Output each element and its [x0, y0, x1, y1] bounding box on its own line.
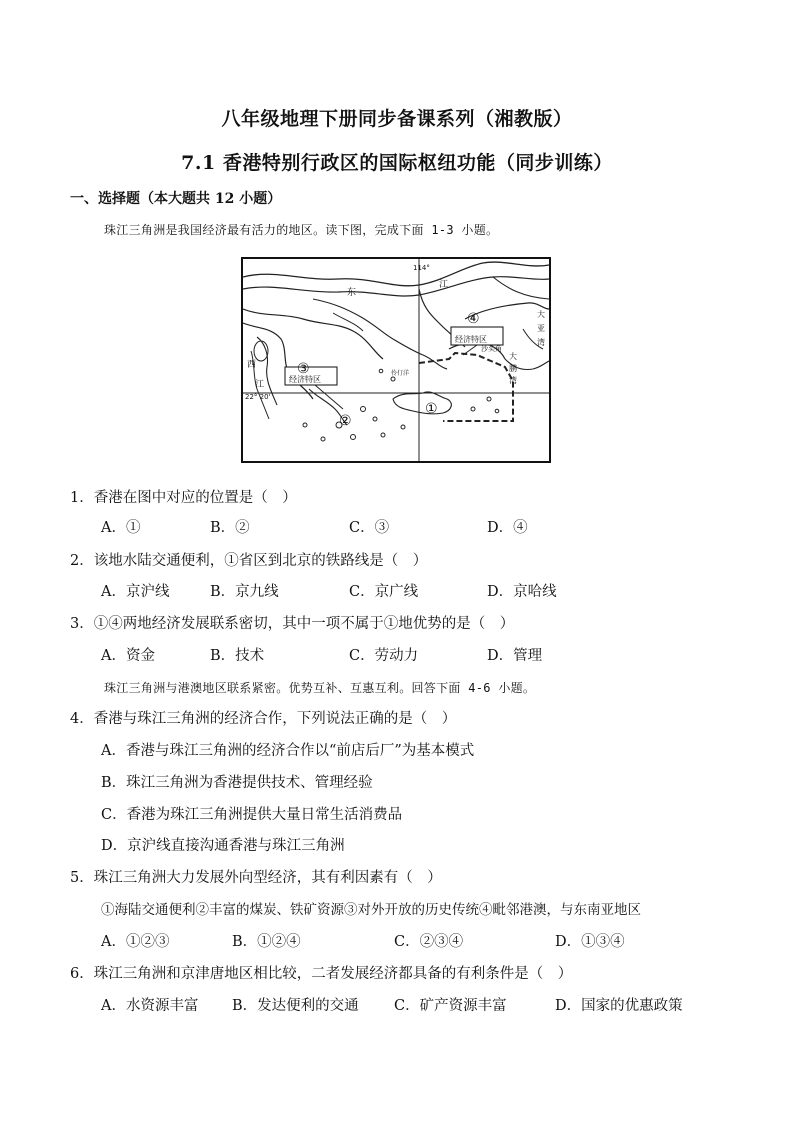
q2-option-c: C．京广线 [349, 584, 419, 600]
intro-text-1: 珠江三角洲是我国经济最有活力的地区。读下图，完成下面 1-3 小题。 [104, 223, 499, 237]
q6-option-b: B．发达便利的交通 [232, 998, 359, 1014]
svg-text:湾: 湾 [537, 338, 545, 347]
pearl-river-delta-map [241, 257, 551, 463]
q2-option-d: D．京哈线 [487, 584, 557, 600]
q1-option-d: D．④ [487, 520, 528, 536]
zhuhai-sez-label: 经济特区 [289, 375, 321, 384]
svg-text:湾: 湾 [509, 376, 517, 385]
q5-option-a: A．①②③ [101, 934, 170, 950]
lesson-title: 7.1 香港特别行政区的国际枢纽功能（同步训练） [181, 152, 613, 174]
question-2: 2．该地水陆交通便利，①省区到北京的铁路线是（ ） [70, 553, 428, 569]
q1-option-c: C．③ [349, 520, 390, 536]
question-4: 4．香港与珠江三角洲的经济合作，下列说法正确的是（ ） [70, 711, 457, 727]
marker-2: ② [339, 413, 352, 429]
q4-option-c: C．香港为珠江三角洲提供大量日常生活消费品 [101, 807, 403, 823]
svg-text:亚: 亚 [537, 324, 545, 333]
q4-option-b: B．珠江三角洲为香港提供技术、管理经验 [101, 775, 373, 791]
q5-option-b: B．①②④ [232, 934, 301, 950]
q1-option-b: B．② [210, 520, 250, 536]
svg-text:西: 西 [247, 360, 257, 370]
svg-text:鹏: 鹏 [509, 364, 517, 373]
question-6: 6．珠江三角洲和京津唐地区相比较，二者发展经济都具备的有利条件是（ ） [70, 966, 573, 982]
q6-option-d: D．国家的优惠政策 [555, 998, 683, 1014]
svg-text:大: 大 [537, 310, 545, 319]
q4-option-d: D．京沪线直接沟通香港与珠江三角洲 [101, 838, 345, 854]
shatoujiao-label: 沙头角 [481, 345, 502, 353]
longitude-label: 114° [413, 264, 430, 272]
question-1: 1．香港在图中对应的位置是（ ） [70, 490, 297, 506]
svg-text:东: 东 [347, 288, 357, 298]
svg-text:江: 江 [255, 380, 265, 390]
svg-text:伶仃洋: 伶仃洋 [391, 370, 410, 377]
question-5: 5．珠江三角洲大力发展外向型经济，其有利因素有（ ） [70, 870, 442, 886]
q4-option-a: A．香港与珠江三角洲的经济合作以“前店后厂”为基本模式 [101, 743, 475, 759]
marker-4: ④ [467, 311, 480, 327]
intro-text-2: 珠江三角洲与港澳地区联系紧密。优势互补、互惠互利。回答下面 4-6 小题。 [104, 681, 536, 695]
q5-option-d: D．①③④ [555, 934, 625, 950]
svg-text:大: 大 [509, 352, 517, 361]
q5-option-c: C．②③④ [394, 934, 464, 950]
q3-option-c: C．劳动力 [349, 648, 419, 664]
q5-factors-list: ①海陆交通便利②丰富的煤炭、铁矿资源③对外开放的历史传统④毗邻港澳，与东南亚地区 [101, 902, 641, 918]
marker-1: ① [425, 401, 438, 417]
q2-option-a: A．京沪线 [101, 584, 170, 600]
q3-option-a: A．资金 [101, 648, 155, 664]
shenzhen-sez-label: 经济特区 [455, 335, 487, 344]
marker-3: ③ [297, 361, 310, 377]
document-title: 八年级地理下册同步备课系列（湘教版） [221, 108, 573, 130]
q3-option-b: B．技术 [210, 648, 265, 664]
latitude-label: 22° 20' [245, 393, 271, 401]
q6-option-a: A．水资源丰富 [101, 998, 199, 1014]
q2-option-b: B．京九线 [210, 584, 279, 600]
section-heading: 一、选择题（本大题共 12 小题） [70, 191, 282, 207]
question-3: 3．①④两地经济发展联系密切，其中一项不属于①地优势的是（ ） [70, 616, 515, 632]
q3-option-d: D．管理 [487, 648, 543, 664]
east-river [243, 262, 549, 286]
svg-text:江: 江 [439, 280, 449, 290]
q1-option-a: A．① [101, 520, 141, 536]
q6-option-c: C．矿产资源丰富 [394, 998, 507, 1014]
